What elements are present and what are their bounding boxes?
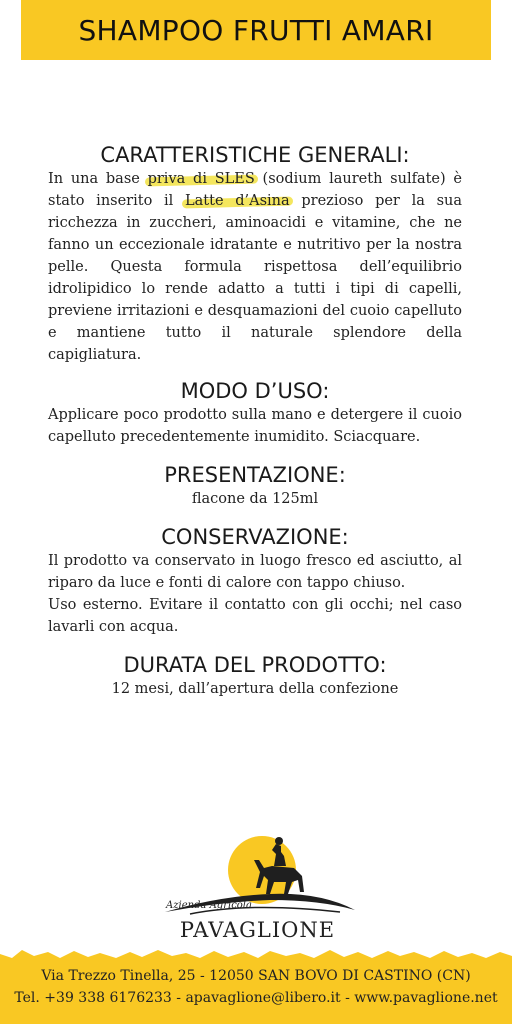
footer-contact: Tel. +39 338 6176233 - apavaglione@libero.it - www.pavaglione.net	[14, 990, 498, 1006]
section-title-durata: DURATA DEL PRODOTTO:	[123, 653, 387, 677]
conservazione-text: Il prodotto va conservato in luogo fresco ed asciutto, al riparo da luce e fonti di calore con tappo chiuso.	[48, 553, 462, 591]
footer-address: Via Trezzo Tinella, 25 - 12050 SAN BOVO DI CASTINO (CN)	[41, 968, 471, 984]
caratteristiche-text	[48, 168, 462, 366]
presentazione-text: flacone da 125ml	[191, 491, 319, 507]
product-info	[48, 142, 462, 700]
logo-name: PAVAGLIONE	[179, 918, 336, 942]
modo-text: Applicare poco prodotto sulla mano e detergere il cuoio capelluto precedentemente inumidito. Sciacquare.	[48, 407, 462, 445]
highlight-latte-asina: Latte d’Asina	[185, 193, 290, 209]
uso-esterno-text: Uso esterno. Evitare il contatto con gli occhi; nel caso lavarli con acqua.	[48, 597, 462, 635]
section-title-presentazione: PRESENTAZIONE:	[164, 463, 346, 487]
title-banner	[21, 0, 491, 60]
caratteristiche-text-part1: In una base	[48, 171, 148, 187]
section-title-conservazione: CONSERVAZIONE:	[161, 525, 349, 549]
section-title-caratteristiche: CARATTERISTICHE GENERALI:	[100, 143, 410, 167]
highlight-sles: priva di SLES	[147, 171, 255, 187]
page-title: SHAMPOO FRUTTI AMARI	[78, 13, 434, 47]
logo-tagline: Azienda Agricola	[166, 900, 252, 911]
durata-text: 12 mesi, dall’apertura della confezione	[111, 681, 399, 697]
footer	[0, 958, 512, 1024]
caratteristiche-text-part3: prezioso per la sua ricchezza in zuccheri, aminoacidi e vitamine, che ne fanno un eccezionale idratante e nutritivo per la nostra pelle. Questa formula rispettosa dell’equilibrio idrolipidico lo rende adatto a tutti i tipi di capelli, previene irritazioni e desquamazioni del cuoio capelluto e mantiene tutto il naturale splendore della capigliatura.	[48, 193, 462, 363]
caratteristiche-text-part2: (sodium laureth sulfate) è stato inserito il	[48, 171, 462, 209]
section-title-modo: MODO D’USO:	[180, 379, 330, 403]
